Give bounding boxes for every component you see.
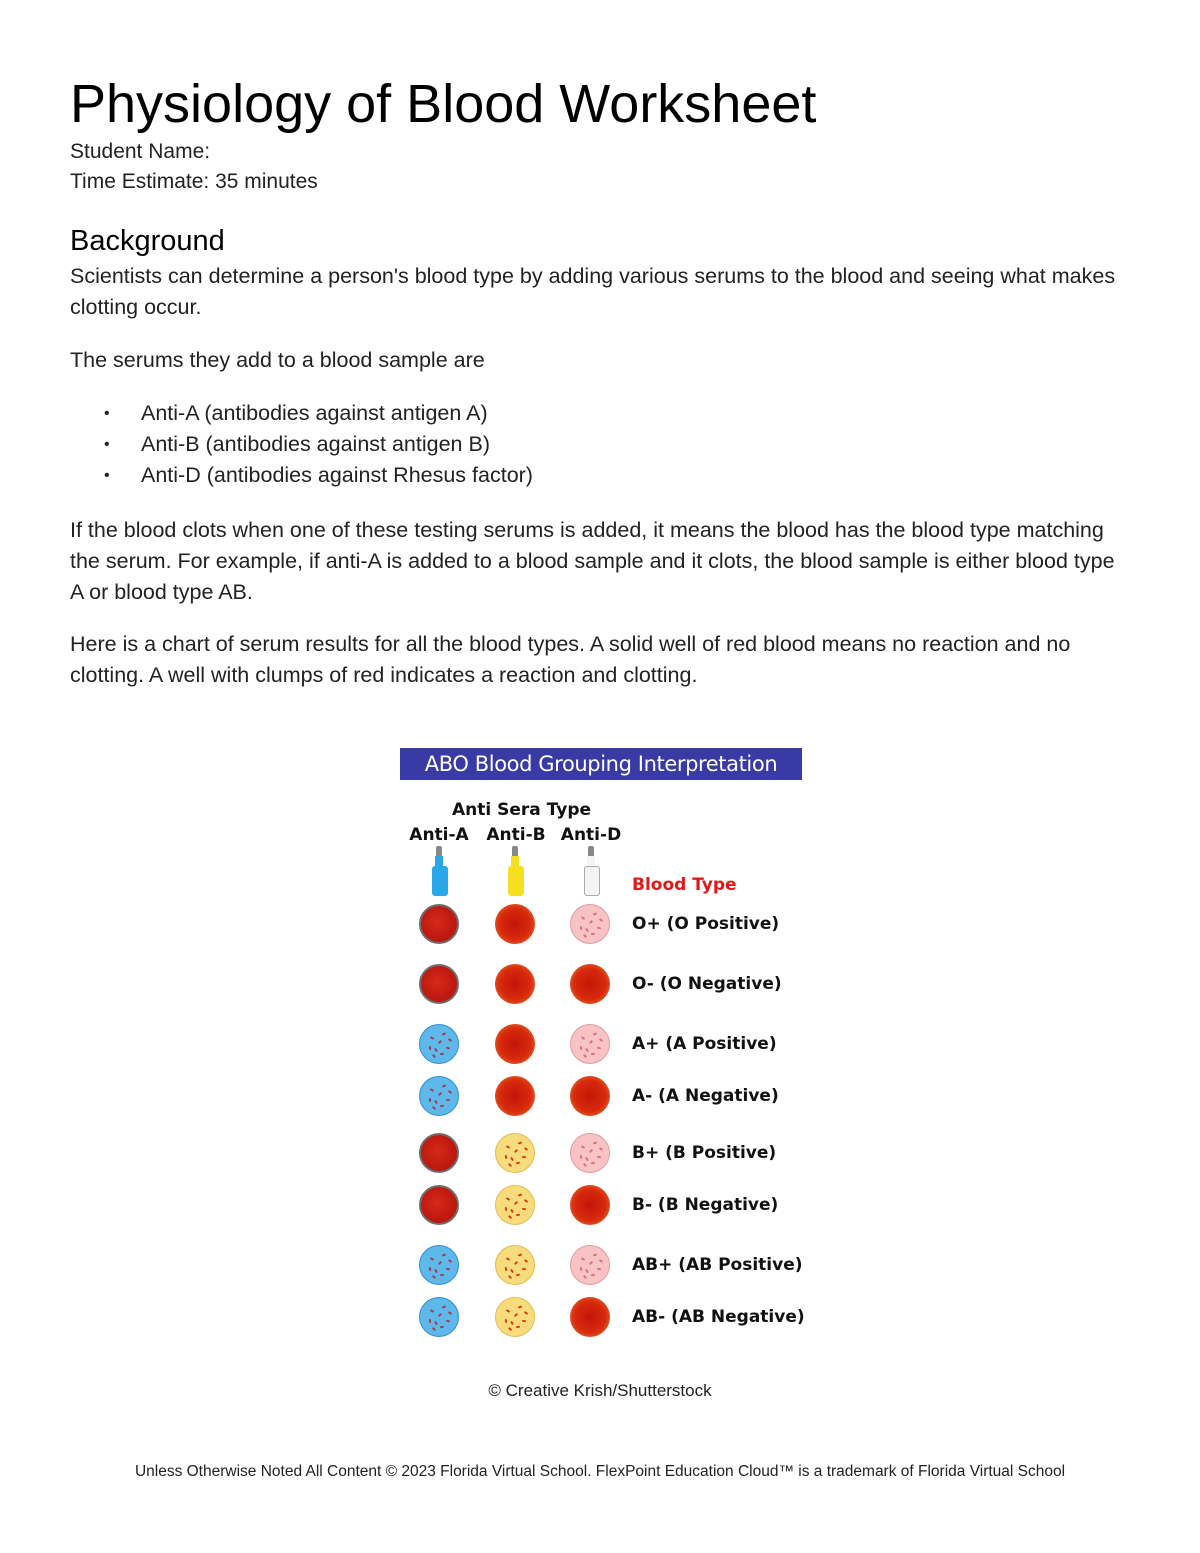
column-header-anti-d: Anti-D (560, 825, 622, 845)
solid-well (495, 904, 535, 944)
solid-well (419, 1185, 459, 1225)
solid-well (570, 1185, 610, 1225)
background-intro: Scientists can determine a person's blood type by adding various serums to the blood and seeing what makes clotting occur. (70, 264, 1116, 319)
serum-list (100, 398, 533, 491)
list-item: • Anti-D (antibodies against Rhesus factor) (100, 460, 533, 491)
solid-well (419, 904, 459, 944)
clotted-well (419, 1245, 459, 1285)
chart-intro: Here is a chart of serum results for all the blood types. A solid well of red blood means no reaction and no clotting. A well with clumps of red indicates a reaction and clotting. (70, 632, 1071, 687)
blood-type-label: B- (B Negative) (632, 1195, 779, 1215)
abo-grouping-figure (398, 746, 818, 1346)
list-item: • Anti-B (antibodies against antigen B) (100, 429, 533, 460)
solid-well (495, 964, 535, 1004)
solid-well (570, 1297, 610, 1337)
clotted-well (495, 1185, 535, 1225)
solid-well (570, 1076, 610, 1116)
blood-type-label: A+ (A Positive) (632, 1034, 777, 1054)
clotted-well (419, 1076, 459, 1116)
column-header-anti-b: Anti-B (486, 825, 546, 845)
clotted-well (570, 904, 610, 944)
dropper-bottle-icon (584, 846, 598, 894)
solid-well (495, 1024, 535, 1064)
blood-type-label: A- (A Negative) (632, 1086, 779, 1106)
solid-well (570, 964, 610, 1004)
blood-type-label: AB- (AB Negative) (632, 1307, 805, 1327)
clotted-well (570, 1245, 610, 1285)
blood-type-label: O+ (O Positive) (632, 914, 780, 934)
anti-sera-heading: Anti Sera Type (452, 800, 592, 820)
column-header-anti-a: Anti-A (409, 825, 469, 845)
time-estimate: Time Estimate: 35 minutes (70, 170, 318, 193)
clotted-well (495, 1297, 535, 1337)
blood-type-label: O- (O Negative) (632, 974, 782, 994)
image-credit: © Creative Krish/Shutterstock (488, 1381, 712, 1400)
solid-well (495, 1076, 535, 1116)
solid-well (419, 1133, 459, 1173)
serums-lead: The serums they add to a blood sample are (70, 348, 485, 372)
page-title: Physiology of Blood Worksheet (70, 74, 817, 134)
blood-type-label: B+ (B Positive) (632, 1143, 777, 1163)
clotted-well (570, 1024, 610, 1064)
clotted-well (419, 1024, 459, 1064)
solid-well (419, 964, 459, 1004)
clotted-well (570, 1133, 610, 1173)
background-heading: Background (70, 225, 225, 257)
dropper-bottle-icon (432, 846, 446, 894)
blood-type-label: AB+ (AB Positive) (632, 1255, 803, 1275)
student-name-label: Student Name: (70, 140, 211, 163)
clotted-well (419, 1297, 459, 1337)
figure-title: ABO Blood Grouping Interpretation (400, 748, 802, 780)
blood-type-heading: Blood Type (632, 875, 737, 895)
dropper-bottle-icon (508, 846, 522, 894)
copyright-footer: Unless Otherwise Noted All Content © 2023 Florida Virtual School. FlexPoint Education Cloud™ is a trademark of Florida Virtual School (134, 1463, 1066, 1480)
list-item: • Anti-A (antibodies against antigen A) (100, 398, 533, 429)
clotted-well (495, 1245, 535, 1285)
clotted-well (495, 1133, 535, 1173)
clot-explanation: If the blood clots when one of these testing serums is added, it means the blood has the blood type matching the serum. For example, if anti-A is added to a blood sample and it clots, the blood sample is either blood type A or blood type AB. (70, 518, 1115, 604)
